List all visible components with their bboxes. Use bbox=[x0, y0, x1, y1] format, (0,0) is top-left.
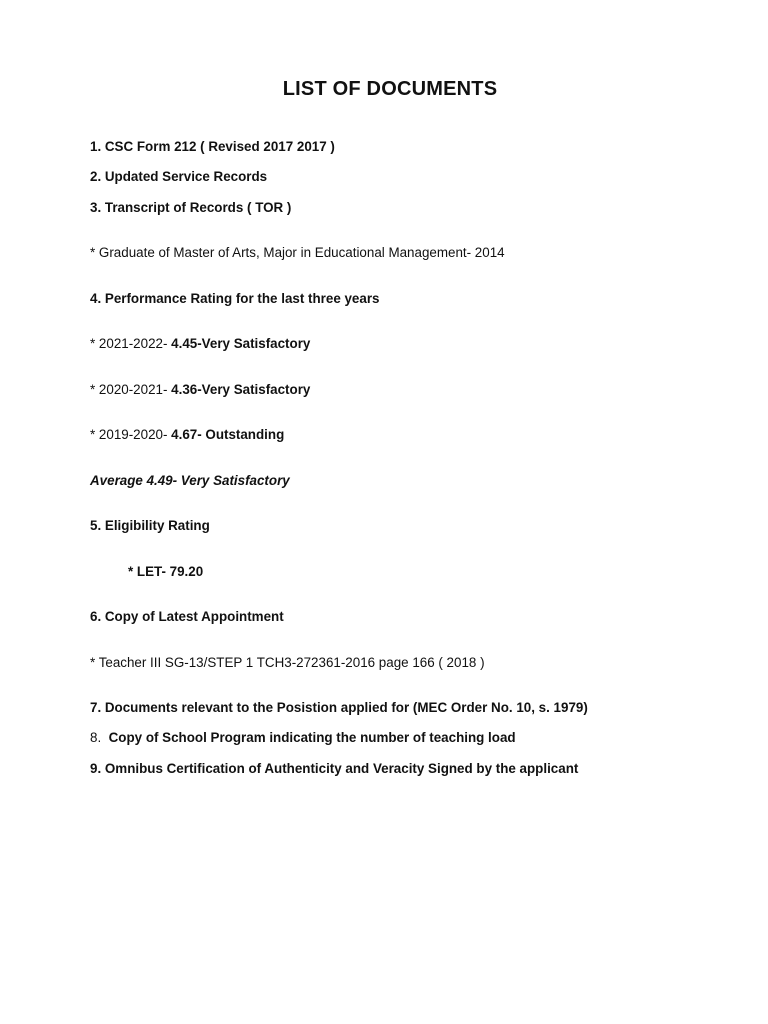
item-transcript: 3. Transcript of Records ( TOR ) bbox=[90, 200, 292, 215]
appointment-note: * Teacher III SG-13/STEP 1 TCH3-272361-2016 page 166 ( 2018 ) bbox=[90, 655, 485, 670]
item-omnibus-certification: 9. Omnibus Certification of Authenticity and Veracity Signed by the applicant bbox=[90, 761, 579, 776]
item-relevant-documents: 7. Documents relevant to the Posistion applied for (MEC Order No. 10, s. 1979) bbox=[90, 700, 588, 715]
rating-year: * 2021-2022- bbox=[90, 336, 172, 351]
rating-year: * 2019-2020- bbox=[90, 427, 172, 442]
rating-value: 4.45-Very Satisfactory bbox=[171, 336, 311, 351]
item-performance-rating: 4. Performance Rating for the last three years bbox=[90, 291, 380, 306]
document-title: LIST OF DOCUMENTS bbox=[282, 78, 498, 100]
rating-row bbox=[90, 427, 284, 443]
item-latest-appointment: 6. Copy of Latest Appointment bbox=[90, 609, 284, 624]
average-rating: Average 4.49- Very Satisfactory bbox=[90, 473, 290, 488]
item-service-records: 2. Updated Service Records bbox=[90, 169, 268, 184]
rating-row bbox=[90, 336, 310, 352]
item-eligibility-rating: 5. Eligibility Rating bbox=[90, 518, 210, 533]
rating-year: * 2020-2021- bbox=[90, 382, 172, 397]
rating-value: 4.67- Outstanding bbox=[171, 427, 285, 442]
item-school-program bbox=[90, 730, 516, 746]
rating-row bbox=[90, 382, 310, 398]
item-csc-form: 1. CSC Form 212 ( Revised 2017 2017 ) bbox=[90, 139, 335, 154]
tor-note: * Graduate of Master of Arts, Major in Educational Management- 2014 bbox=[90, 245, 505, 260]
let-rating: * LET- 79.20 bbox=[128, 564, 204, 579]
rating-value: 4.36-Very Satisfactory bbox=[171, 382, 311, 397]
item-text: Copy of School Program indicating the number of teaching load bbox=[108, 730, 516, 745]
item-number: 8. bbox=[90, 730, 102, 745]
